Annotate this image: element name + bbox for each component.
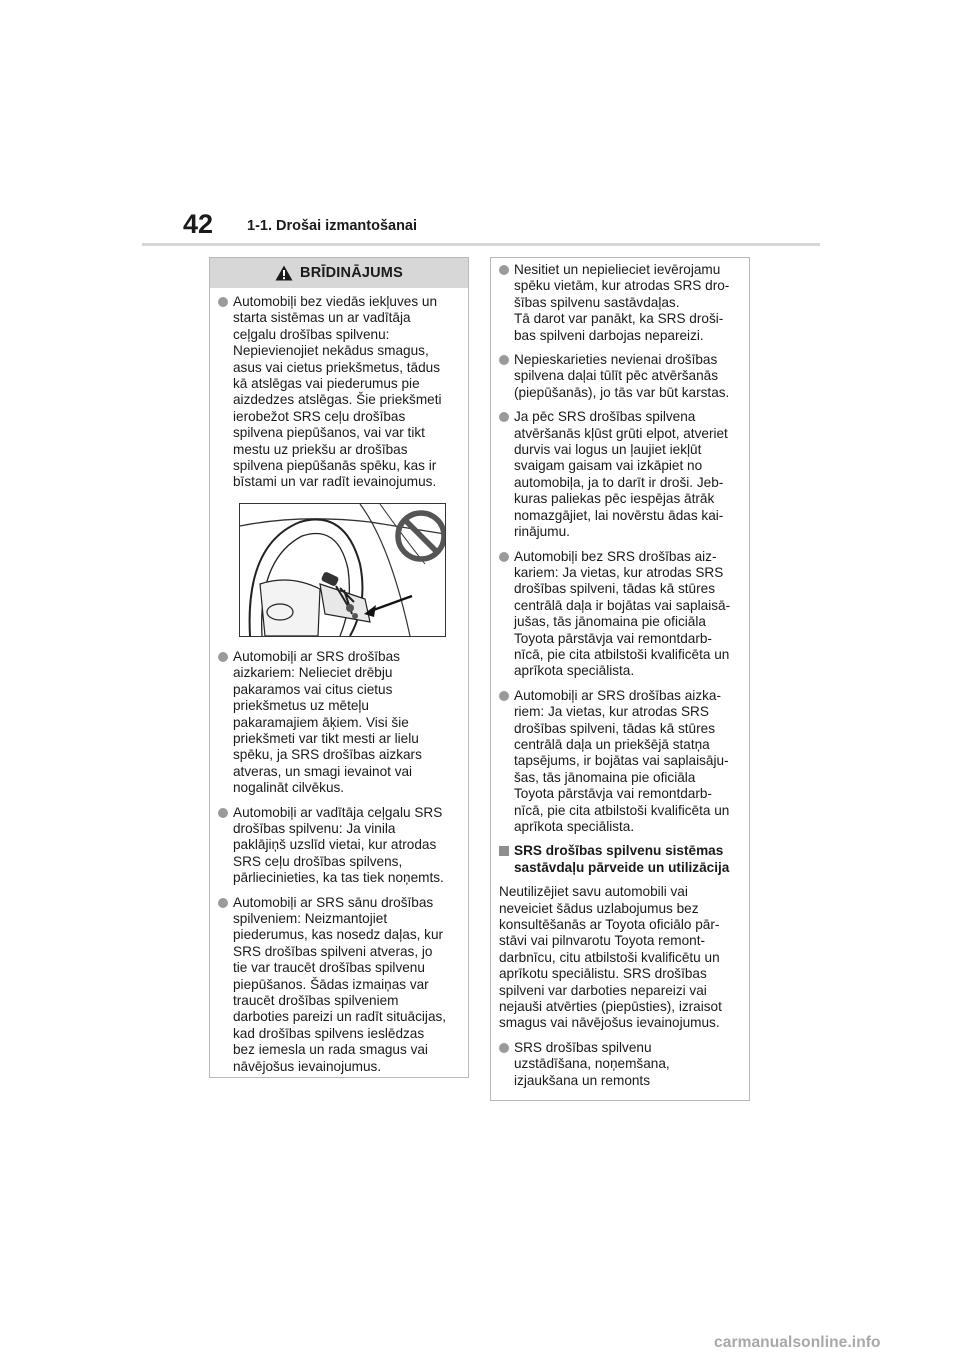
warning-header [210, 258, 468, 288]
list-item [214, 294, 458, 491]
list-item-text: Nesitiet un nepielieciet ievērojamu spēku vietām, kur atrodas SRS dro- šības spilvenu sastāvdaļas. Tā darot var panākt, ka SRS droši- bas spilveni darbojas nepareizi. [514, 262, 730, 343]
list-item [495, 549, 739, 680]
list-item [495, 352, 739, 401]
header-rule [142, 243, 820, 246]
bullet-icon [499, 355, 509, 365]
list-item [495, 688, 739, 836]
list-item [495, 1040, 739, 1089]
list-item [495, 409, 739, 540]
bullet-icon [499, 412, 509, 422]
list-item-text: Automobiļi ar SRS drošības aizkariem: Nelieciet drēbju pakaramos vai citus cietus priekšmetus uz mēteļu pakaramajiem āķiem. Visi šie priekšmeti var tikt mesti ar lielu spēku, ja SRS drošības aizkars atveras, un smagi ievainot vai nogalināt cilvēkus. [233, 648, 422, 796]
bullet-icon [218, 898, 228, 908]
list-item-text: Automobiļi ar SRS drošības aizka- riem: Ja vietas, kur atrodas SRS drošības spilveni, tādas kā stūres centrālā daļa un priekšējā statņa tapsējums, ir bojātas vai saplaisāju- šas, tās jānomaina pie oficiāla Toyota pārstāvja vai remontdarb- nīcā, pie cita atbilstoši kvalificēta un aprīkota speciālista. [514, 687, 730, 834]
bullet-icon [499, 265, 509, 275]
warning-box-continued [490, 257, 750, 1101]
bullet-icon [499, 1043, 509, 1053]
square-bullet-icon [499, 846, 509, 856]
warning-title: BRĪDINĀJUMS [300, 265, 403, 281]
warning-box [209, 257, 469, 1078]
list-item-text: Automobiļi bez viedās iekļuves un starta sistēmas un ar vadītāja ceļgalu drošības spilvenu: Nepievienojiet nekādus smagus, asus vai cietus priekšmetus, tādus kā atslēgas vai piederumus pie aizdedzes atslēgas. Šie priekšmeti ierobežot SRS ceļu drošības spilvena piepūšanos, vai var tikt mestu uz priekšu ar drošības spilvena piepūšanās spēku, kas ir bīstami un var radīt ievainojumus. [233, 294, 442, 490]
bullet-icon [218, 652, 228, 662]
subsection-heading-text: SRS drošības spilvenu sistēmas sastāvdaļu pārveide un utilizācija [514, 843, 730, 875]
section-title: 1-1. Drošai izmantošanai [247, 218, 418, 234]
list-item-text: Automobiļi bez SRS drošības aiz- kariem: Ja vietas, kur atrodas SRS drošības spilveni, tādas kā stūres centrālā daļa ir bojātas vai saplaisā- jušas, tās jānomaina pie oficiāla Toyota pārstāvja vai remontdarb- nīcā, pie cita atbilstoši kvalificēta un aprīkota speciālista. [514, 548, 731, 679]
list-item-text: Ja pēc SRS drošības spilvena atvēršanās kļūst grūti elpot, atveriet durvis vai logus un ļaujiet iekļūt svaigam gaisam vai izkāpiet no automobiļa, ja to darīt ir droši. Jeb- kuras paliekas pēc iespējas ātrāk nomazgājiet, lai novērstu ādas kai- rinājumu. [514, 409, 728, 540]
list-item-text: Nepieskarieties nevienai drošības spilvena daļai tūlīt pēc atvēršanās (piepūšanās), jo tās var būt karstas. [514, 352, 730, 400]
bullet-icon [218, 808, 228, 818]
list-item [214, 805, 458, 887]
bullet-icon [218, 297, 228, 307]
subsection-paragraph: Neutilizējiet savu automobili vai neveiciet šādus uzlabojumus bez konsultēšanās ar Toyota oficiālo pār- stāvi vai pilnvarotu Toyota remont- darbnīcu, citu atbilstoši kvalificētu un aprīkotu speciālistu. SRS drošības spilveni var darboties nepareizi vai nejauši atvērties (piepūsties), izraisot smagus vai nāvējošus ievainojumus. [499, 884, 722, 1031]
steering-wheel-illustration [240, 504, 445, 636]
list-item [214, 649, 458, 797]
bullet-icon [499, 552, 509, 562]
bullet-icon [499, 691, 509, 701]
list-item [495, 262, 739, 344]
list-item-text: Automobiļi ar vadītāja ceļgalu SRS drošības spilvenu: Ja vinila paklājiņš uzslīd vietai, kur atrodas SRS ceļu drošības spilvens, pārliecinieties, ka tas tiek noņemts. [233, 804, 444, 886]
illustration-steering-wheel-keys [239, 503, 446, 637]
list-item [214, 895, 458, 1075]
list-item-text: SRS drošības spilvenu uzstādīšana, noņemšana, izjaukšana un remonts [514, 1039, 670, 1088]
subsection-heading [495, 843, 739, 876]
page-number: 42 [183, 209, 214, 239]
warning-triangle-icon [275, 265, 293, 281]
watermark: carmanualsonline.info [714, 1334, 881, 1351]
list-item-text: Automobiļi ar SRS sānu drošības spilveniem: Neizmantojiet piederumus, kas nosedz daļas, kur SRS drošības spilveni atveras, jo tie var traucēt drošības spilvenu piepūšanos. Šādas izmaiņas var traucēt drošības spilveniem darboties pareizi un radīt situācijas, kad drošības spilvens ieslēdzas bez iemesla un rada smagus vai nāvējošus ievainojumus. [233, 894, 447, 1074]
